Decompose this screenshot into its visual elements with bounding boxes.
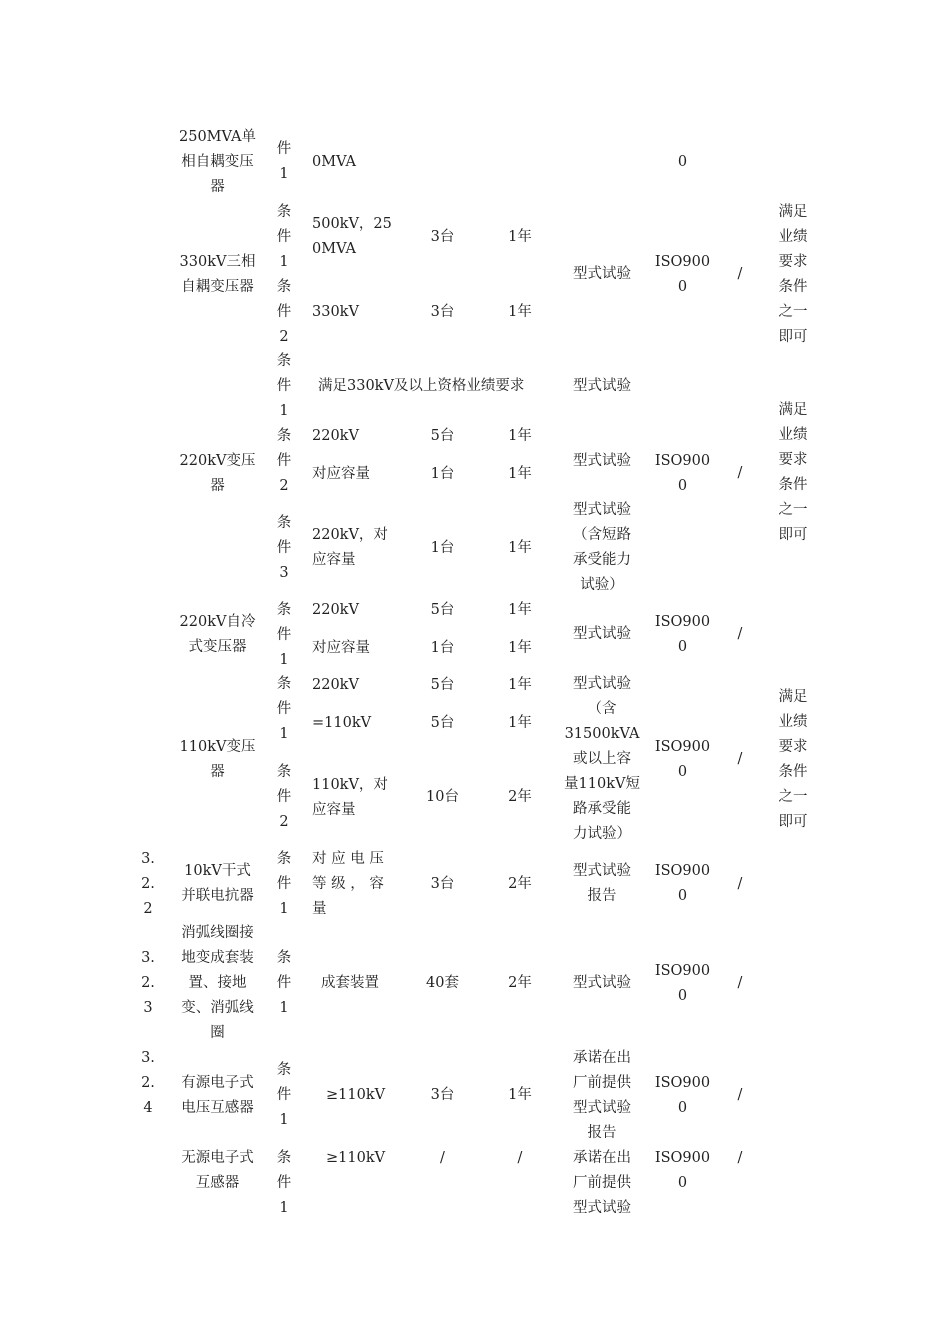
condition-label: 件 1	[276, 141, 292, 182]
quantity: 1台	[430, 540, 455, 556]
iso-cert: ISO900 0	[654, 614, 711, 655]
test-report: 型式试验	[573, 266, 631, 282]
period: 1年	[508, 677, 532, 693]
period: 2年	[508, 876, 532, 892]
parameter: ≥110kV	[326, 1087, 386, 1103]
period: /	[517, 1150, 523, 1166]
period: 1年	[508, 602, 532, 618]
condition-label: 条 件 2	[276, 764, 292, 830]
period: 1年	[508, 466, 532, 482]
iso-cert: ISO900 0	[654, 739, 711, 780]
period: 2年	[508, 975, 532, 991]
parameter: 330kV	[312, 304, 359, 320]
parameter: 220kV	[312, 602, 359, 618]
equipment-name: 220kV自冷 式变压器	[179, 614, 256, 655]
slash: /	[737, 975, 743, 991]
parameter: 220kV	[312, 677, 359, 693]
condition-label: 条 件 2	[276, 428, 292, 494]
iso-cert: ISO900 0	[654, 1075, 711, 1116]
condition-label: 条 件 1	[276, 950, 292, 1016]
period: 1年	[508, 540, 532, 556]
parameter: 对 应 电 压 等 级 ， 容 量	[312, 851, 384, 917]
equipment-name: 110kV变压 器	[179, 739, 256, 780]
note: 满足 业绩 要求 条件 之一 即可	[778, 689, 808, 830]
slash: /	[737, 465, 743, 481]
quantity: 5台	[430, 715, 455, 731]
equipment-name: 10kV干式 并联电抗器	[181, 863, 254, 904]
test-report: 型式试验	[573, 453, 631, 469]
section-number: 3. 2. 3	[141, 950, 155, 1016]
quantity: /	[440, 1150, 445, 1166]
quantity: 3台	[430, 1087, 455, 1103]
quantity: 5台	[430, 602, 455, 618]
quantity: 5台	[430, 677, 455, 693]
parameter: 220kV，对 应容量	[312, 527, 388, 568]
period: 1年	[508, 1087, 532, 1103]
period: 1年	[508, 304, 532, 320]
parameter: 对应容量	[312, 640, 370, 656]
slash: /	[737, 266, 743, 282]
section-number: 3. 2. 4	[141, 1050, 155, 1116]
parameter: 0MVA	[312, 154, 357, 170]
slash: /	[737, 751, 743, 767]
note: 满足 业绩 要求 条件 之一 即可	[778, 402, 808, 543]
parameter: 对应容量	[312, 466, 370, 482]
section-number: 3. 2. 2	[141, 851, 155, 917]
quantity: 1台	[430, 640, 455, 656]
quantity: 5台	[430, 428, 455, 444]
note: 满足 业绩 要求 条件 之一 即可	[778, 204, 808, 345]
period: 1年	[508, 229, 532, 245]
equipment-name: 有源电子式 电压互感器	[181, 1075, 254, 1116]
slash: /	[737, 1150, 743, 1166]
iso-cert: ISO900 0	[654, 254, 711, 295]
quantity: 3台	[430, 876, 455, 892]
test-report: 承诺在出 厂前提供 型式试验	[573, 1150, 631, 1216]
parameter: =110kV	[312, 715, 372, 731]
parameter: 500kV，25 0MVA	[312, 216, 392, 257]
test-report: 型式试验 报告	[573, 863, 631, 904]
condition-label: 条 件 2	[276, 279, 292, 345]
condition-label: 条 件 1	[276, 204, 292, 270]
iso-cert: ISO900 0	[654, 453, 711, 494]
condition-label: 条 件 1	[276, 1062, 292, 1128]
test-report: 型式试验	[573, 378, 631, 394]
parameter: 110kV，对 应容量	[312, 777, 388, 818]
slash: /	[737, 1087, 743, 1103]
iso-cert: ISO900 0	[654, 963, 711, 1004]
quantity: 3台	[430, 304, 455, 320]
condition-label: 条 件 1	[276, 676, 292, 742]
period: 1年	[508, 715, 532, 731]
period: 1年	[508, 428, 532, 444]
quantity: 1台	[430, 466, 455, 482]
iso-cert: ISO900 0	[654, 1150, 711, 1191]
equipment-name: 250MVA单 相自耦变压 器	[179, 129, 256, 195]
condition-label: 条 件 1	[276, 602, 292, 668]
equipment-name: 无源电子式 互感器	[181, 1150, 254, 1191]
test-report: 型式试验 （含短路 承受能力 试验）	[573, 502, 631, 593]
merged-requirement: 满足330kV及以上资格业绩要求	[318, 378, 525, 394]
quantity: 10台	[426, 789, 459, 805]
equipment-name: 220kV变压 器	[179, 453, 256, 494]
test-report: 承诺在出 厂前提供 型式试验 报告	[573, 1050, 631, 1141]
iso-cert: 0	[677, 154, 688, 170]
equipment-name: 消弧线圈接 地变成套装 置、接地 变、消弧线 圈	[181, 925, 254, 1041]
quantity: 40套	[426, 975, 459, 991]
test-report: 型式试验	[573, 975, 631, 991]
parameter: 成套装置	[321, 975, 379, 991]
test-report: 型式试验 （含 31500kVA 或以上容 量110kV短 路承受能 力试验）	[564, 676, 640, 842]
condition-label: 条 件 1	[276, 353, 292, 419]
condition-label: 条 件 3	[276, 515, 292, 581]
test-report: 型式试验	[573, 626, 631, 642]
period: 2年	[508, 789, 532, 805]
period: 1年	[508, 640, 532, 656]
equipment-name: 330kV三相 自耦变压器	[179, 254, 256, 295]
condition-label: 条 件 1	[276, 1150, 292, 1216]
slash: /	[737, 876, 743, 892]
slash: /	[737, 626, 743, 642]
iso-cert: ISO900 0	[654, 863, 711, 904]
condition-label: 条 件 1	[276, 851, 292, 917]
quantity: 3台	[430, 229, 455, 245]
parameter: ≥110kV	[326, 1150, 386, 1166]
parameter: 220kV	[312, 428, 359, 444]
